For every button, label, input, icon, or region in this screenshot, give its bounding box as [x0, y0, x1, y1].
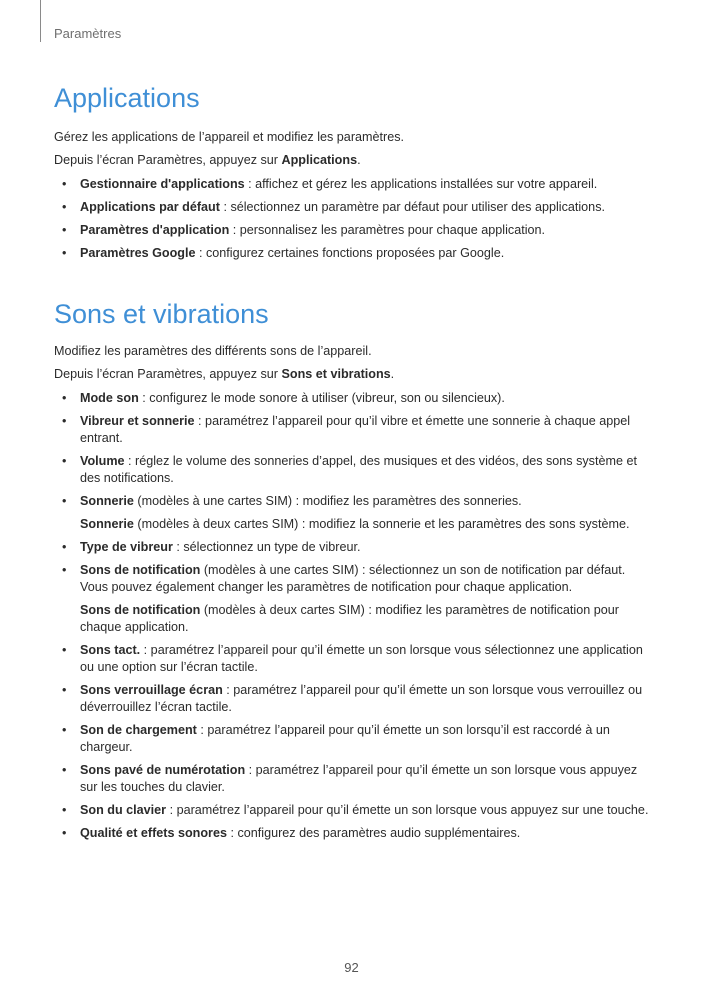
- list-item: [54, 682, 654, 716]
- item-description: : réglez le volume des sonneries d’appel, des musiques et des vidéos, des sons système et des notifications.: [80, 454, 637, 485]
- navigation-path: [54, 149, 654, 172]
- bullet-icon: •: [62, 826, 67, 840]
- list-item: [54, 453, 654, 487]
- section-intro: Gérez les applications de l’appareil et modifiez les paramètres.: [54, 130, 404, 144]
- item-term: Sonnerie: [80, 517, 134, 531]
- item-text: [80, 176, 654, 193]
- item-text: [80, 762, 654, 796]
- section-sons-vibrations: [54, 296, 654, 842]
- navigation-path: [54, 363, 654, 386]
- item-term: Sonnerie: [80, 494, 134, 508]
- item-term: Sons de notification: [80, 563, 201, 577]
- item-text: [80, 390, 654, 407]
- item-term: Volume: [80, 454, 125, 468]
- list-item: [54, 413, 654, 447]
- list-item: [54, 825, 654, 842]
- section-applications: [54, 80, 654, 262]
- item-term: Paramètres Google: [80, 246, 196, 260]
- bullet-icon: •: [62, 763, 67, 777]
- section-intro: Modifiez les paramètres des différents sons de l’appareil.: [54, 344, 372, 358]
- item-term: Sons tact.: [80, 643, 141, 657]
- item-text: [80, 245, 654, 262]
- item-continuation: [80, 602, 654, 636]
- item-term: Vibreur et sonnerie: [80, 414, 195, 428]
- item-term: Gestionnaire d'applications: [80, 177, 245, 191]
- bullet-icon: •: [62, 540, 67, 554]
- page-number: 92: [344, 960, 359, 975]
- item-term: Applications par défaut: [80, 200, 220, 214]
- path-target: Applications: [281, 153, 358, 167]
- margin-rule: [40, 0, 41, 42]
- bullet-icon: •: [62, 643, 67, 657]
- item-text: [80, 493, 654, 510]
- item-description: (modèles à une cartes SIM) : modifiez les paramètres des sonneries.: [133, 494, 522, 508]
- path-target: Sons et vibrations: [281, 367, 391, 381]
- bullet-icon: •: [62, 200, 67, 214]
- list-item: [54, 176, 654, 193]
- section-title-sons: Sons et vibrations: [54, 299, 269, 329]
- bullet-icon: •: [62, 803, 67, 817]
- item-term: Mode son: [80, 391, 139, 405]
- section-title-applications: Applications: [54, 83, 200, 113]
- list-item: [54, 390, 654, 407]
- item-description: (modèles à une cartes SIM) : sélectionnez un son de notification par défaut. Vous pouvez également changer les paramètres de notification pour chaque application.: [80, 563, 626, 594]
- running-header: Paramètres: [54, 26, 122, 41]
- bullet-icon: •: [62, 563, 67, 577]
- item-description: (modèles à deux cartes SIM) : modifiez la sonnerie et les paramètres des sons système.: [133, 517, 630, 531]
- item-text: [80, 722, 654, 756]
- item-text: [80, 802, 654, 819]
- item-text: [80, 825, 654, 842]
- list-item: [54, 245, 654, 262]
- item-description: : paramétrez l’appareil pour qu’il émette un son lorsqu’il est raccordé à un chargeur.: [80, 723, 610, 754]
- item-term: Qualité et effets sonores: [80, 826, 227, 840]
- item-term: Son du clavier: [80, 803, 167, 817]
- item-description: : paramétrez l’appareil pour qu’il vibre et émette une sonnerie à chaque appel entrant.: [80, 414, 631, 445]
- list-item: [54, 762, 654, 796]
- bullet-icon: •: [62, 723, 67, 737]
- item-description: (modèles à deux cartes SIM) : modifiez les paramètres de notification pour chaque application.: [80, 603, 619, 634]
- list-item: [54, 493, 654, 533]
- item-text: [80, 642, 654, 676]
- path-prefix: Depuis l’écran Paramètres, appuyez sur: [54, 153, 282, 167]
- bullet-icon: •: [62, 494, 67, 508]
- item-description: : sélectionnez un type de vibreur.: [172, 540, 361, 554]
- item-description: : paramétrez l’appareil pour qu’il émette un son lorsque vous appuyez sur une touche.: [166, 803, 649, 817]
- item-description: : paramétrez l’appareil pour qu’il émette un son lorsque vous appuyez sur les touches du clavier.: [80, 763, 638, 794]
- bullet-icon: •: [62, 177, 67, 191]
- item-description: : configurez des paramètres audio supplémentaires.: [226, 826, 521, 840]
- list-item: [54, 562, 654, 636]
- item-text: [80, 539, 654, 556]
- bullet-icon: •: [62, 683, 67, 697]
- path-suffix: .: [357, 153, 361, 167]
- item-description: : configurez le mode sonore à utiliser (vibreur, son ou silencieux).: [138, 391, 505, 405]
- item-text: [80, 453, 654, 487]
- list-item: [54, 222, 654, 239]
- applications-options-list: [54, 176, 654, 262]
- list-item: [54, 722, 654, 756]
- bullet-icon: •: [62, 246, 67, 260]
- sons-options-list: [54, 390, 654, 842]
- item-description: : configurez certaines fonctions proposées par Google.: [195, 246, 505, 260]
- item-text: [80, 682, 654, 716]
- item-description: : paramétrez l’appareil pour qu’il émette un son lorsque vous sélectionnez une application ou une option sur l’écran tactile.: [80, 643, 643, 674]
- item-text: [80, 562, 654, 596]
- item-description: : personnalisez les paramètres pour chaque application.: [229, 223, 546, 237]
- list-item: [54, 642, 654, 676]
- item-term: Son de chargement: [80, 723, 197, 737]
- path-suffix: .: [390, 367, 395, 381]
- list-item: [54, 199, 654, 216]
- bullet-icon: •: [62, 454, 67, 468]
- item-term: Sons verrouillage écran: [80, 683, 223, 697]
- page-content: [54, 80, 654, 848]
- bullet-icon: •: [62, 414, 67, 428]
- item-text: [80, 413, 654, 447]
- item-term: Type de vibreur: [80, 540, 173, 554]
- list-item: [54, 802, 654, 819]
- item-term: Paramètres d'application: [80, 223, 230, 237]
- path-prefix: Depuis l’écran Paramètres, appuyez sur: [54, 367, 282, 381]
- item-text: [80, 222, 654, 239]
- item-description: : affichez et gérez les applications installées sur votre appareil.: [244, 177, 598, 191]
- bullet-icon: •: [62, 223, 67, 237]
- list-item: [54, 539, 654, 556]
- item-continuation: [80, 516, 654, 533]
- item-description: : sélectionnez un paramètre par défaut pour utiliser des applications.: [219, 200, 605, 214]
- item-text: [80, 199, 654, 216]
- item-term: Sons de notification: [80, 603, 201, 617]
- bullet-icon: •: [62, 391, 67, 405]
- item-term: Sons pavé de numérotation: [80, 763, 246, 777]
- item-description: : paramétrez l’appareil pour qu’il émette un son lorsque vous verrouillez ou déverrouillez l’écran tactile.: [80, 683, 643, 714]
